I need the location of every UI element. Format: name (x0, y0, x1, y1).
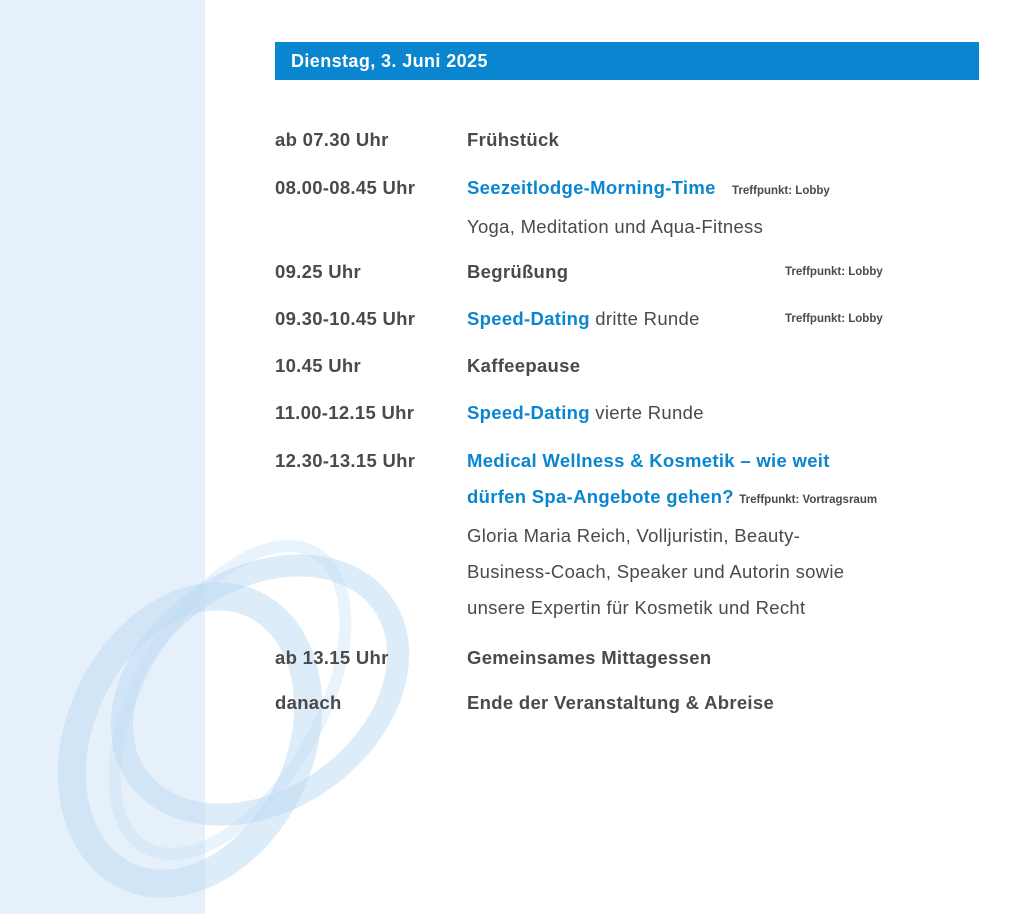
schedule-detail: unsere Expertin für Kosmetik und Recht (467, 597, 806, 618)
schedule-time: 10.45 Uhr (275, 355, 361, 376)
schedule-time: danach (275, 692, 342, 713)
schedule-title: Ende der Veranstaltung & Abreise (467, 692, 775, 713)
schedule-title: Begrüßung (467, 261, 569, 282)
schedule-title: Gemeinsames Mittagessen (467, 647, 712, 668)
schedule-time: 09.30-10.45 Uhr (275, 308, 416, 329)
day-header-bar (275, 42, 979, 80)
meeting-point: Treffpunkt: Lobby (785, 266, 883, 278)
schedule-time: 11.00-12.15 Uhr (275, 402, 415, 423)
schedule-title: Seezeitlodge-Morning-Time (467, 177, 716, 198)
schedule-suffix: vierte Runde (595, 402, 704, 423)
schedule-title: Kaffeepause (467, 355, 581, 376)
schedule-time: ab 07.30 Uhr (275, 129, 389, 150)
schedule-time: 08.00-08.45 Uhr (275, 177, 416, 198)
day-title: Dienstag, 3. Juni 2025 (291, 50, 488, 71)
left-decorative-panel (0, 0, 205, 914)
schedule-time: ab 13.15 Uhr (275, 647, 389, 668)
schedule-detail: Business-Coach, Speaker und Autorin sowie (467, 561, 845, 582)
schedule-title-line-2: dürfen Spa-Angebote gehen? (467, 486, 734, 507)
schedule-title: Frühstück (467, 129, 560, 150)
schedule-time: 09.25 Uhr (275, 261, 361, 282)
schedule-title: Speed-Dating (467, 402, 590, 423)
schedule-detail: Yoga, Meditation und Aqua-Fitness (467, 216, 764, 237)
meeting-point: Treffpunkt: Lobby (732, 185, 830, 197)
meeting-point: Treffpunkt: Lobby (785, 313, 883, 325)
schedule-suffix: dritte Runde (595, 308, 700, 329)
meeting-point: Treffpunkt: Vortragsraum (739, 494, 878, 506)
schedule-title: Speed-Dating (467, 308, 590, 329)
schedule-detail: Gloria Maria Reich, Volljuristin, Beauty- (467, 525, 801, 546)
schedule-title-line-1: Medical Wellness & Kosmetik – wie weit (467, 450, 830, 471)
schedule-time: 12.30-13.15 Uhr (275, 450, 416, 471)
